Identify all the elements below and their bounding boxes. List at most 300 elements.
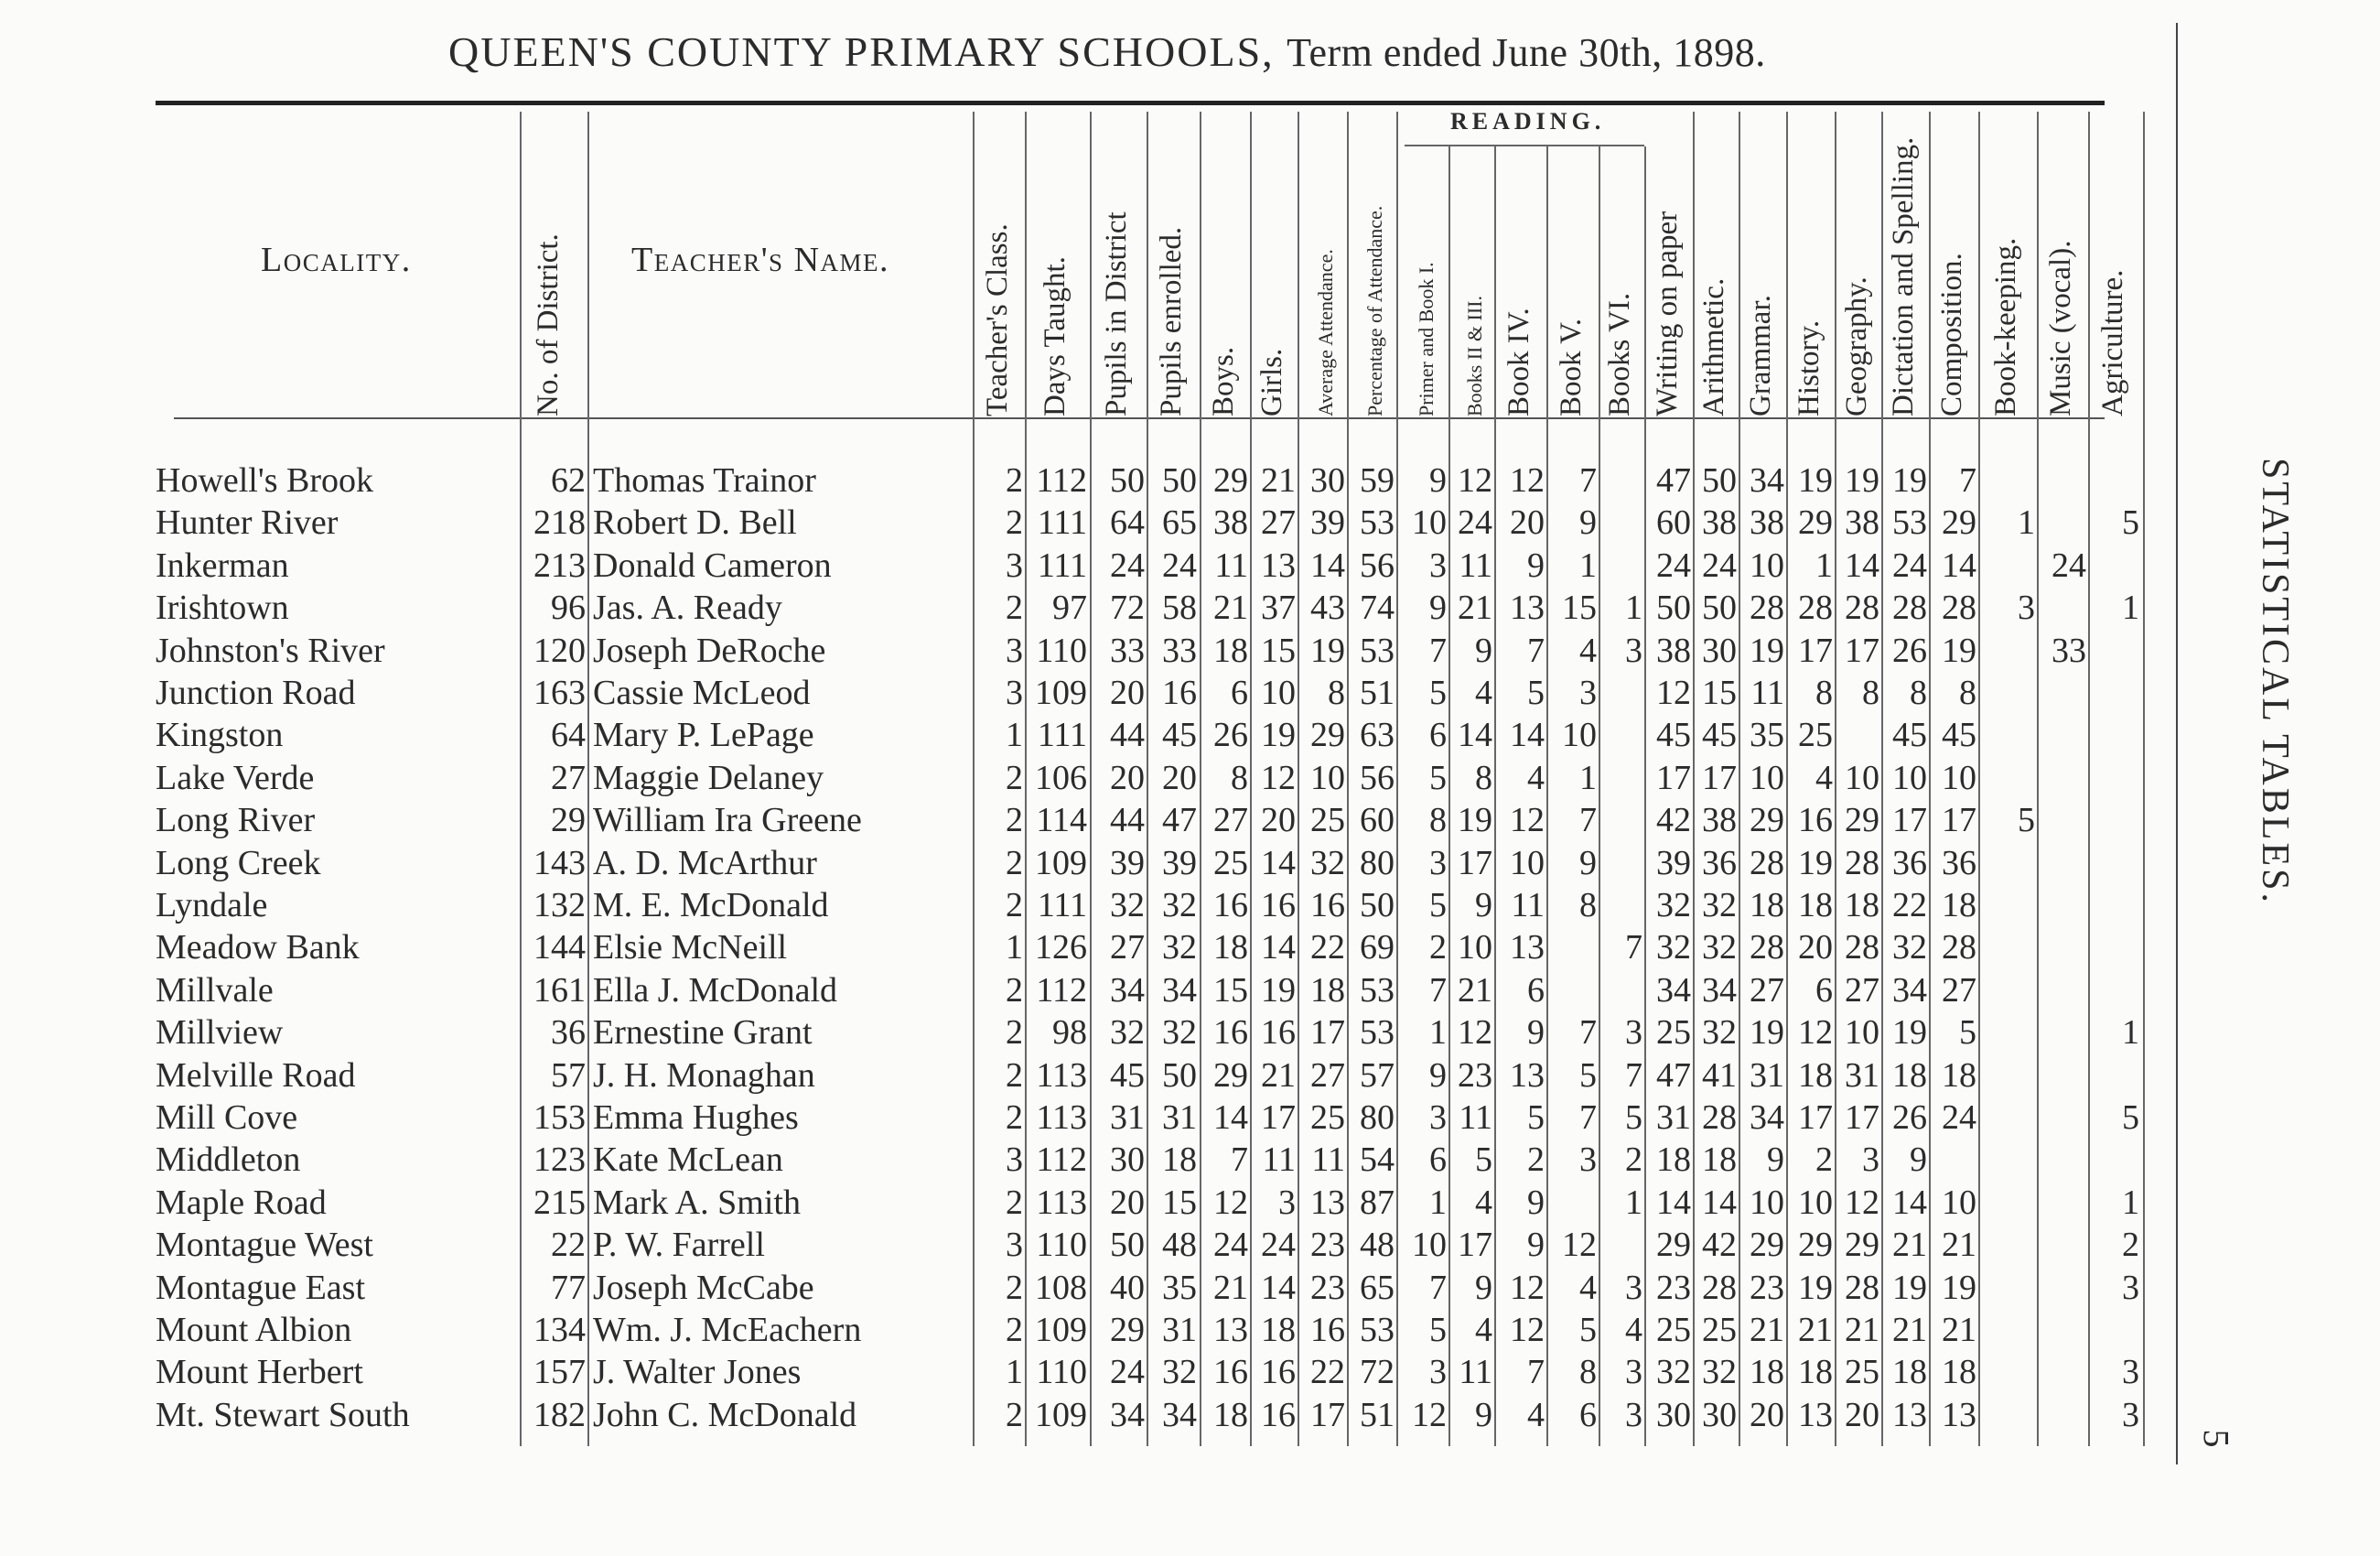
district-no-cell: 144 [533,928,586,967]
value-cell: 108 [1035,1268,1087,1307]
value-cell: 21 [1798,1311,1833,1349]
value-cell: 31 [1845,1055,1879,1095]
value-cell: 41 [1702,1055,1737,1095]
value-cell: 16 [1798,801,1833,840]
value-cell: 19 [1261,716,1296,755]
value-cell: 18 [1750,1353,1784,1392]
value-cell: 30 [1110,1140,1145,1180]
value-cell: 21 [1458,970,1492,1010]
value-cell: 21 [1261,461,1296,500]
value-cell: 5 [2122,1098,2139,1137]
value-cell: 25 [1702,1311,1737,1349]
value-cell: 32 [1110,886,1145,924]
header-col-3: Pupils in District [1100,211,1133,416]
value-cell: 22 [1310,928,1345,967]
value-cell: 30 [1702,631,1737,670]
value-cell: 17 [1702,758,1737,797]
value-cell: 18 [1845,886,1879,924]
value-cell: 10 [1261,674,1296,712]
value-cell: 34 [1750,1098,1784,1137]
district-no-cell: 215 [533,1183,586,1222]
value-cell: 18 [1892,1353,1927,1392]
value-cell: 17 [1798,631,1833,670]
value-cell: 39 [1110,843,1145,882]
value-cell: 72 [1110,589,1145,628]
locality-cell: Middleton [156,1140,301,1180]
value-cell: 80 [1360,843,1395,882]
value-cell: 19 [1458,801,1492,840]
value-cell: 2 [1006,461,1023,500]
value-cell: 12 [1510,1268,1545,1307]
teacher-name-cell: P. W. Farrell [593,1226,765,1265]
value-cell: 32 [1892,928,1927,967]
header-col-1: Teacher's Class. [980,223,1014,416]
teacher-name-cell: A. D. McArthur [593,843,817,882]
value-cell: 14 [1213,1098,1248,1137]
value-cell: 33 [1110,631,1145,670]
value-cell: 21 [1942,1226,1976,1265]
value-cell: 25 [1845,1353,1879,1392]
value-cell: 1 [1579,758,1597,797]
value-cell: 113 [1036,1055,1087,1095]
value-cell: 9 [1579,503,1597,543]
value-cell: 31 [1162,1098,1197,1137]
value-cell: 34 [1750,461,1784,500]
value-cell: 5 [1625,1098,1642,1137]
value-cell: 24 [1458,503,1492,543]
value-cell: 7 [1579,801,1597,840]
value-cell: 21 [1845,1311,1879,1349]
value-cell: 5 [1527,674,1545,712]
value-cell: 11 [1511,886,1545,924]
value-cell: 32 [1162,1013,1197,1053]
locality-cell: Millview [156,1013,284,1053]
column-rule [2143,112,2145,1446]
value-cell: 38 [1845,503,1879,543]
value-cell: 72 [1360,1353,1395,1392]
value-cell: 2 [1006,1098,1023,1137]
teacher-name-cell: Elsie McNeill [593,928,788,967]
value-cell: 28 [1702,1098,1737,1137]
value-cell: 50 [1162,1055,1197,1095]
value-cell: 31 [1656,1098,1691,1137]
teacher-name-cell: Thomas Trainor [593,461,816,500]
locality-cell: Mill Cove [156,1098,298,1137]
value-cell: 38 [1702,801,1737,840]
value-cell: 10 [1942,1183,1976,1222]
value-cell: 11 [1214,546,1248,585]
value-cell: 35 [1750,716,1784,755]
value-cell: 8 [1429,801,1447,840]
page-right-border [2176,23,2178,1464]
value-cell: 15 [1162,1183,1197,1222]
value-cell: 20 [1750,1395,1784,1434]
header-locality: Locality. [261,241,412,279]
locality-cell: Kingston [156,716,284,755]
value-cell: 11 [1459,546,1492,585]
value-cell: 5 [1429,1311,1447,1349]
value-cell: 7 [1579,461,1597,500]
district-no-cell: 182 [533,1395,586,1434]
value-cell: 14 [1702,1183,1737,1222]
value-cell: 10 [1892,758,1927,797]
value-cell: 14 [1310,546,1345,585]
value-cell: 9 [1527,546,1545,585]
teacher-name-cell: Donald Cameron [593,546,832,585]
value-cell: 12 [1510,801,1545,840]
value-cell: 22 [1892,886,1927,924]
value-cell: 3 [1625,1353,1642,1392]
value-cell: 4 [1475,674,1492,712]
value-cell: 36 [1892,843,1927,882]
value-cell: 19 [1798,461,1833,500]
value-cell: 13 [1213,1311,1248,1349]
header-col-11: Book IV. [1502,308,1535,416]
value-cell: 18 [1942,1353,1976,1392]
value-cell: 2 [1006,1055,1023,1095]
value-cell: 3 [1625,1395,1642,1434]
value-cell: 7 [1959,461,1976,500]
value-cell: 112 [1036,461,1087,500]
district-no-cell: 120 [533,631,586,670]
value-cell: 2 [1006,758,1023,797]
value-cell: 17 [1656,758,1691,797]
teacher-name-cell: John C. McDonald [593,1395,857,1434]
document-title [448,27,1766,76]
value-cell: 109 [1035,674,1087,712]
value-cell: 18 [1213,631,1248,670]
value-cell: 3 [1006,1226,1023,1265]
value-cell: 58 [1162,589,1197,628]
value-cell: 5 [1429,758,1447,797]
district-no-cell: 153 [533,1098,586,1137]
value-cell: 4 [1527,758,1545,797]
value-cell: 8 [1579,886,1597,924]
value-cell: 53 [1360,1013,1395,1053]
district-no-cell: 36 [551,1013,586,1053]
value-cell: 23 [1458,1055,1492,1095]
value-cell: 111 [1037,503,1087,543]
value-cell: 1 [1006,928,1023,967]
value-cell: 12 [1213,1183,1248,1222]
value-cell: 10 [1562,716,1597,755]
value-cell: 16 [1310,886,1345,924]
value-cell: 16 [1162,674,1197,712]
value-cell: 28 [1845,928,1879,967]
value-cell: 32 [1702,886,1737,924]
value-cell: 27 [1213,801,1248,840]
value-cell: 32 [1656,1353,1691,1392]
value-cell: 28 [1942,928,1976,967]
value-cell: 19 [1310,631,1345,670]
value-cell: 24 [2052,546,2086,585]
value-cell: 9 [1767,1140,1784,1180]
value-cell: 3 [1278,1183,1296,1222]
value-cell: 5 [1475,1140,1492,1180]
value-cell: 29 [1845,1226,1879,1265]
value-cell: 8 [1328,674,1345,712]
value-cell: 114 [1036,801,1087,840]
value-cell: 53 [1892,503,1927,543]
value-cell: 19 [1261,970,1296,1010]
value-cell: 3 [1625,1268,1642,1307]
value-cell: 25 [1798,716,1833,755]
value-cell: 13 [1798,1395,1833,1434]
value-cell: 9 [1527,1183,1545,1222]
header-bottom-rule [174,417,2105,419]
value-cell: 10 [1750,1183,1784,1222]
value-cell: 17 [1310,1013,1345,1053]
teacher-name-cell: Joseph McCabe [593,1268,814,1307]
value-cell: 44 [1110,801,1145,840]
value-cell: 20 [1162,758,1197,797]
value-cell: 14 [1845,546,1879,585]
district-no-cell: 161 [533,970,586,1010]
value-cell: 16 [1310,1311,1345,1349]
value-cell: 14 [1892,1183,1927,1222]
value-cell: 34 [1656,970,1691,1010]
value-cell: 29 [1656,1226,1691,1265]
value-cell: 3 [1429,1353,1447,1392]
value-cell: 34 [1892,970,1927,1010]
district-no-cell: 157 [533,1353,586,1392]
value-cell: 5 [1959,1013,1976,1053]
value-cell: 11 [1262,1140,1296,1180]
value-cell: 19 [1798,1268,1833,1307]
value-cell: 7 [1625,928,1642,967]
header-col-4: Pupils enrolled. [1154,226,1188,416]
value-cell: 13 [1510,589,1545,628]
value-cell: 14 [1656,1183,1691,1222]
teacher-name-cell: J. H. Monaghan [593,1055,815,1095]
district-no-cell: 27 [551,758,586,797]
value-cell: 32 [1702,1353,1737,1392]
locality-cell: Maple Road [156,1183,327,1222]
header-col-12: Book V. [1554,319,1588,416]
value-cell: 20 [1261,801,1296,840]
value-cell: 1 [2122,1013,2139,1053]
value-cell: 97 [1052,589,1087,628]
value-cell: 2 [1006,843,1023,882]
value-cell: 29 [1310,716,1345,755]
value-cell: 29 [1845,801,1879,840]
value-cell: 7 [1527,631,1545,670]
value-cell: 1 [1815,546,1833,585]
value-cell: 42 [1656,801,1691,840]
value-cell: 18 [1942,1055,1976,1095]
value-cell: 31 [1162,1311,1197,1349]
value-cell: 69 [1360,928,1395,967]
value-cell: 19 [1942,631,1976,670]
value-cell: 50 [1162,461,1197,500]
value-cell: 29 [1798,503,1833,543]
value-cell: 17 [1845,631,1879,670]
value-cell: 56 [1360,546,1395,585]
value-cell: 43 [1310,589,1345,628]
value-cell: 24 [1942,1098,1976,1137]
value-cell: 2 [1006,1183,1023,1222]
value-cell: 9 [1527,1013,1545,1053]
value-cell: 14 [1261,843,1296,882]
district-no-cell: 213 [533,546,586,585]
value-cell: 20 [1110,674,1145,712]
locality-cell: Inkerman [156,546,289,585]
value-cell: 11 [1750,674,1784,712]
value-cell: 5 [1429,674,1447,712]
value-cell: 8 [1910,674,1927,712]
header-col-10: Books II & III. [1463,296,1486,416]
teacher-name-cell: Maggie Delaney [593,758,824,797]
value-cell: 25 [1656,1013,1691,1053]
value-cell: 18 [1892,1055,1927,1095]
value-cell: 19 [1845,461,1879,500]
value-cell: 10 [1750,546,1784,585]
value-cell: 36 [1702,843,1737,882]
reading-group-label: READING. [1450,108,1606,135]
value-cell: 24 [1892,546,1927,585]
value-cell: 8 [1231,758,1248,797]
value-cell: 8 [1815,674,1833,712]
value-cell: 50 [1110,461,1145,500]
value-cell: 19 [1750,631,1784,670]
value-cell: 2 [1625,1140,1642,1180]
value-cell: 13 [1510,928,1545,967]
value-cell: 111 [1037,546,1087,585]
value-cell: 17 [1310,1395,1345,1434]
value-cell: 2 [1527,1140,1545,1180]
value-cell: 2 [2122,1226,2139,1265]
value-cell: 3 [1006,1140,1023,1180]
value-cell: 112 [1036,970,1087,1010]
value-cell: 12 [1562,1226,1597,1265]
value-cell: 18 [1213,928,1248,967]
value-cell: 17 [1458,843,1492,882]
value-cell: 15 [1562,589,1597,628]
value-cell: 110 [1036,1226,1087,1265]
value-cell: 20 [1110,758,1145,797]
value-cell: 45 [1702,716,1737,755]
value-cell: 25 [1310,801,1345,840]
header-col-21: Book-keeping. [1989,237,2022,416]
value-cell: 38 [1702,503,1737,543]
value-cell: 14 [1510,716,1545,755]
locality-cell: Meadow Bank [156,928,360,967]
value-cell: 110 [1036,631,1087,670]
value-cell: 38 [1213,503,1248,543]
value-cell: 98 [1052,1013,1087,1053]
value-cell: 4 [1475,1183,1492,1222]
value-cell: 2 [1006,589,1023,628]
value-cell: 40 [1110,1268,1145,1307]
value-cell: 113 [1036,1098,1087,1137]
district-no-cell: 29 [551,801,586,840]
value-cell: 18 [1702,1140,1737,1180]
header-col-13: Books VI. [1603,292,1636,416]
value-cell: 9 [1429,461,1447,500]
header-teacher-name: Teacher's Name. [631,241,890,279]
teacher-name-cell: Cassie McLeod [593,674,811,712]
value-cell: 42 [1702,1226,1737,1265]
value-cell: 50 [1110,1226,1145,1265]
value-cell: 19 [1750,1013,1784,1053]
value-cell: 32 [1702,928,1737,967]
value-cell: 1 [1625,1183,1642,1222]
value-cell: 47 [1656,1055,1691,1095]
value-cell: 6 [1527,970,1545,1010]
value-cell: 38 [1750,503,1784,543]
value-cell: 110 [1036,1353,1087,1392]
value-cell: 12 [1845,1183,1879,1222]
locality-cell: Mount Albion [156,1311,352,1349]
value-cell: 53 [1360,1311,1395,1349]
value-cell: 22 [1310,1353,1345,1392]
value-cell: 28 [1892,589,1927,628]
value-cell: 3 [1625,1013,1642,1053]
value-cell: 10 [1750,758,1784,797]
district-no-cell: 77 [551,1268,586,1307]
value-cell: 45 [1892,716,1927,755]
value-cell: 18 [1750,886,1784,924]
value-cell: 16 [1213,1013,1248,1053]
value-cell: 111 [1037,886,1087,924]
value-cell: 26 [1892,631,1927,670]
locality-cell: Mt. Stewart South [156,1395,410,1434]
value-cell: 56 [1360,758,1395,797]
value-cell: 34 [1110,970,1145,1010]
value-cell: 30 [1310,461,1345,500]
value-cell: 6 [1429,1140,1447,1180]
value-cell: 10 [1845,1013,1879,1053]
value-cell: 87 [1360,1183,1395,1222]
locality-cell: Irishtown [156,589,289,628]
header-col-20: Composition. [1935,253,1968,416]
value-cell: 21 [1458,589,1492,628]
value-cell: 3 [1006,674,1023,712]
value-cell: 126 [1035,928,1087,967]
value-cell: 9 [1910,1140,1927,1180]
value-cell: 14 [1942,546,1976,585]
value-cell: 19 [1942,1268,1976,1307]
value-cell: 27 [1310,1055,1345,1095]
locality-cell: Long Creek [156,843,321,882]
value-cell: 64 [1110,503,1145,543]
value-cell: 12 [1458,461,1492,500]
value-cell: 4 [1579,631,1597,670]
value-cell: 25 [1656,1311,1691,1349]
value-cell: 4 [1475,1311,1492,1349]
value-cell: 57 [1360,1055,1395,1095]
value-cell: 65 [1360,1268,1395,1307]
value-cell: 111 [1037,716,1087,755]
value-cell: 18 [1310,970,1345,1010]
locality-cell: Lyndale [156,886,268,924]
value-cell: 25 [1213,843,1248,882]
value-cell: 3 [2018,589,2035,628]
teacher-name-cell: J. Walter Jones [593,1353,802,1392]
value-cell: 24 [1110,1353,1145,1392]
value-cell: 19 [1892,1268,1927,1307]
value-cell: 10 [1510,843,1545,882]
value-cell: 28 [1845,1268,1879,1307]
value-cell: 21 [1213,1268,1248,1307]
value-cell: 13 [1942,1395,1976,1434]
value-cell: 53 [1360,631,1395,670]
value-cell: 23 [1310,1226,1345,1265]
value-cell: 7 [1527,1353,1545,1392]
value-cell: 5 [2122,503,2139,543]
value-cell: 32 [1310,843,1345,882]
value-cell: 29 [1750,1226,1784,1265]
